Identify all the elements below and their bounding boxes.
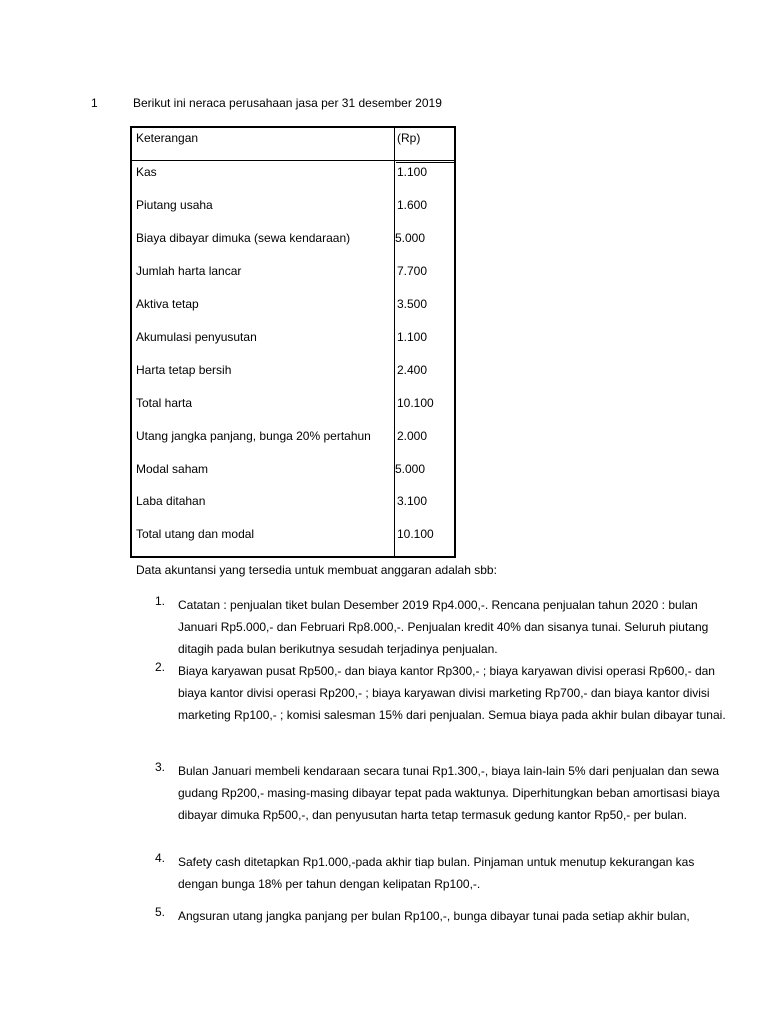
question-number: 1 — [91, 96, 98, 110]
list-item-number: 5. — [155, 905, 166, 919]
header-description: Keterangan — [136, 131, 199, 145]
header-amount: (Rp) — [397, 131, 421, 145]
row-label: Total utang dan modal — [136, 527, 255, 541]
row-value: 5.000 — [395, 462, 426, 476]
row-label: Total harta — [136, 396, 193, 410]
list-item-text: Biaya karyawan pusat Rp500,- dan biaya kantor Rp300,- ; biaya karyawan divisi operasi Rp600,- dan biaya kantor divisi operasi Rp200,- ; biaya karyawan divisi marketing Rp700,- dan biaya kantor divisi marketing Rp100,- ; komisi salesman 15% dari penjualan. Semua biaya pada akhir bulan dibayar tunai. — [178, 664, 726, 722]
list-item-number: 2. — [155, 660, 166, 674]
list-item-text: Angsuran utang jangka panjang per bulan Rp100,-, bunga dibayar tunai pada setiap akhir bulan, — [178, 909, 690, 923]
row-value: 7.700 — [397, 264, 428, 278]
column-divider — [394, 128, 395, 556]
data-intro-text: Data akuntansi yang tersedia untuk membuat anggaran adalah sbb: — [136, 563, 497, 577]
row-label: Kas — [136, 165, 157, 179]
header-divider — [132, 160, 454, 161]
question-intro: Berikut ini neraca perusahaan jasa per 31 desember 2019 — [133, 96, 442, 110]
list-item-number: 4. — [155, 851, 166, 865]
row-value: 1.100 — [397, 330, 428, 344]
row-value: 1.100 — [397, 165, 428, 179]
balance-sheet-table — [130, 126, 456, 558]
row-value: 10.100 — [397, 527, 434, 541]
list-item-number: 1. — [155, 594, 166, 608]
row-label: Biaya dibayar dimuka (sewa kendaraan) — [136, 231, 351, 245]
header-divider-secondary — [396, 162, 454, 163]
row-label: Harta tetap bersih — [136, 363, 232, 377]
row-value: 2.400 — [397, 363, 428, 377]
row-value: 3.100 — [397, 494, 428, 508]
row-value: 10.100 — [397, 396, 434, 410]
row-label: Utang jangka panjang, bunga 20% pertahun — [136, 429, 371, 443]
list-item-text: Safety cash ditetapkan Rp1.000,-pada akhir tiap bulan. Pinjaman untuk menutup kekurangan kas dengan bunga 18% per tahun dengan kelipatan Rp100,-. — [178, 855, 695, 891]
row-value: 5.000 — [395, 231, 426, 245]
row-value: 2.000 — [397, 429, 428, 443]
list-item-number: 3. — [155, 760, 166, 774]
row-label: Laba ditahan — [136, 494, 206, 508]
list-item-text: Catatan : penjualan tiket bulan Desember 2019 Rp4.000,-. Rencana penjualan tahun 2020 : bulan Januari Rp5.000,- dan Februari Rp8.000,-. Penjualan kredit 40% dan sisanya tunai. Seluruh piutang ditagih pada bulan berikutnya sesudah terjadinya penjualan. — [178, 598, 709, 656]
row-label: Jumlah harta lancar — [136, 264, 242, 278]
row-label: Akumulasi penyusutan — [136, 330, 257, 344]
row-value: 1.600 — [397, 198, 428, 212]
list-item-text: Bulan Januari membeli kendaraan secara tunai Rp1.300,-, biaya lain-lain 5% dari penjualan dan sewa gudang Rp200,- masing-masing dibayar tepat pada waktunya. Diperhitungkan beban amortisasi biaya dibayar dimuka Rp500,-, dan penyusutan harta tetap termasuk gedung kantor Rp50,- per bulan. — [178, 764, 720, 822]
row-value: 3.500 — [397, 297, 428, 311]
row-label: Modal saham — [136, 462, 209, 476]
row-label: Piutang usaha — [136, 198, 213, 212]
row-label: Aktiva tetap — [136, 297, 199, 311]
